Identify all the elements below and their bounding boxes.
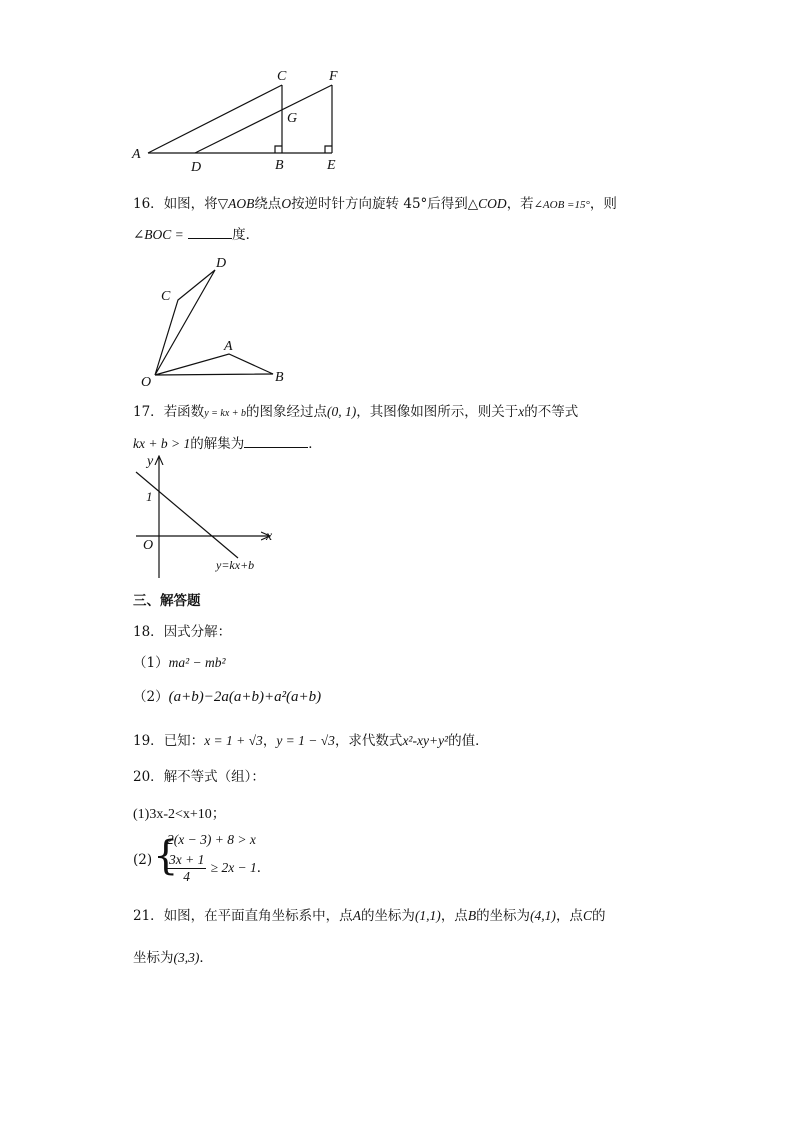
system-rhs: ≥ 2x − 1 [210,860,257,875]
q18-expr-1: ma² − mb² [168,655,226,670]
q21-line2-text: 坐标为 [133,950,174,966]
q21-point-a: A [352,908,361,923]
q18-expr-2: (a+b)−2a(a+b)+a²(a+b) [168,689,322,705]
q17-point: (0, 1) [327,404,357,419]
question-number: 19． [133,733,164,749]
question-16-line1 [133,192,617,212]
q21-text-4: 的坐标为 [476,908,531,924]
q16-text-2: 绕点 [254,196,282,212]
section-title: 三、解答题 [133,593,201,609]
q17-text-2: 的图象经过点 [246,404,327,420]
q21-point-b: B [467,908,477,923]
label-g: G [287,111,298,126]
q18-text: 因式分解： [163,624,232,640]
question-19 [133,729,489,749]
q21-text-6: 的 [591,908,606,924]
q19-text-2: ，求代数式 [334,733,403,749]
q19-text-3: 的值． [448,733,489,749]
q20-text: 解不等式（组）： [163,769,265,785]
q21-b-coord: (4,1) [530,908,556,923]
label-a: A [132,147,141,162]
part-label: （2） [133,689,169,705]
right-angle-e [325,146,332,153]
q17-tail: ． [308,436,322,452]
label-c: C [161,289,171,304]
q19-text-1: 已知： [163,733,205,749]
figure-q16 [130,250,300,390]
system-brace-icon: { [153,833,179,879]
part-label: （1） [133,655,169,671]
q17-function: y = kx + b [204,408,246,419]
q19-x-expr: x = 1 + √3 [204,733,263,748]
q16-triangle-aob: ▽AOB [217,196,255,211]
question-21-line2 [133,946,213,966]
label-b: B [275,370,284,385]
figure-q15 [120,62,360,182]
question-number: 17． [133,404,164,420]
label-b: B [275,158,284,173]
label-o: O [141,375,152,390]
q17-text-5: 的解集为 [190,436,245,452]
tick-label-1: 1 [146,489,153,504]
q21-text-2: 的坐标为 [360,908,415,924]
question-number: 20． [133,769,164,785]
label-e: E [327,158,336,173]
q21-a-coord: (1,1) [414,908,441,923]
fraction [167,852,206,885]
fraction-numerator: 3x + 1 [169,852,205,867]
q16-triangle-cod: △COD [467,196,507,211]
question-18-part2 [133,685,321,706]
question-number: 16． [133,196,164,212]
question-21-line1 [133,904,605,924]
label-d: D [216,256,227,271]
system-tail: ． [256,860,271,876]
q21-text-5: ，点 [555,908,583,924]
q21-line2-tail: ． [199,950,213,966]
question-18-part1 [133,651,226,671]
q21-point-c: C [582,908,592,923]
question-20-part2 [133,832,333,888]
question-17-line1 [133,400,578,420]
question-20 [133,765,265,785]
label-line: y=kx+b [216,558,255,572]
right-angle-b [275,146,282,153]
q21-text-3: ，点 [440,908,468,924]
q17-inequality: kx + b > 1 [133,436,191,451]
label-y-axis: y [147,454,154,469]
q17-text-4: 的不等式 [524,404,579,420]
label-a: A [224,339,233,354]
q16-text-3: 按逆时针方向旋转 45°后得到 [291,196,468,212]
q16-text-1: 如图，将 [163,196,218,212]
question-20-part1: (1)3x-2<x+10； [133,807,226,822]
question-18 [133,620,231,640]
q16-tail: 度． [232,227,260,243]
fraction-denominator: 4 [183,869,191,884]
system-line-2 [167,852,270,885]
q17-text-3: ，其图像如图所示，则关于 [356,404,519,420]
figure-q17 [128,450,288,582]
label-d: D [191,160,202,175]
question-number: 21． [133,908,164,924]
answer-blank-17[interactable] [244,434,308,448]
q19-sep: ， [262,733,277,749]
part-label: (2) [133,852,153,868]
question-17-line2 [133,432,322,452]
q19-y-expr: y = 1 − √3 [276,733,335,748]
label-x-axis: x [266,529,273,544]
q16-angle-boc: ∠BOC = [133,227,184,242]
answer-blank-16[interactable] [188,225,232,239]
label-f: F [329,69,338,84]
q21-text-1: 如图，在平面直角坐标系中，点 [163,908,353,924]
q21-c-coord: (3,3) [173,950,200,965]
triangle-cod [155,270,215,375]
q16-text-4: ，若 [506,196,534,212]
system-line-1: 2(x − 3) + 8 > x [167,832,256,847]
q17-text-1: 若函数 [163,404,205,420]
label-origin: O [143,538,154,553]
q16-text-5: ，则 [589,196,617,212]
q17-x: x [518,404,525,419]
q16-condition: ∠AOB =15° [533,199,590,211]
triangle-aob [155,354,273,375]
question-number: 18． [133,624,164,640]
q16-point-o: O [281,196,292,211]
question-16-line2 [133,223,259,243]
q19-poly: x²-xy+y² [402,733,449,748]
label-c: C [277,69,287,84]
